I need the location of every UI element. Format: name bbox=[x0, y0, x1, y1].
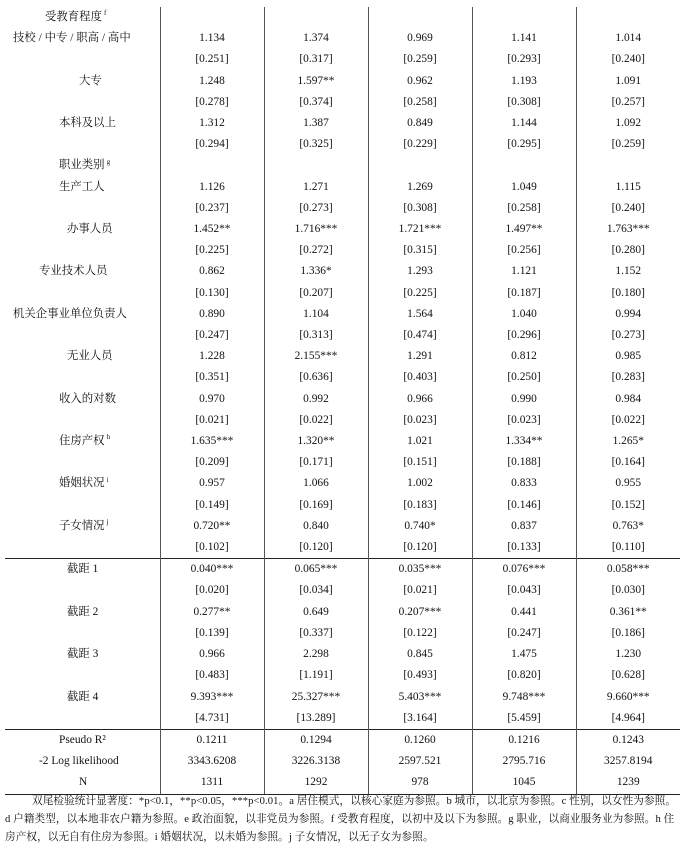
model-4-cell: [0.296] bbox=[472, 325, 576, 346]
model-5-cell: [0.257] bbox=[576, 92, 680, 113]
model-1-cell: 0.862 bbox=[160, 261, 264, 282]
model-4-cell: 1.475 bbox=[472, 644, 576, 665]
model-4-cell: 1.141 bbox=[472, 28, 576, 49]
row-label bbox=[5, 155, 160, 176]
model-2-cell: [0.317] bbox=[264, 49, 368, 70]
row-label-text: 截距 3 bbox=[67, 648, 99, 661]
model-1-cell: 1.134 bbox=[160, 28, 264, 49]
row-label bbox=[5, 346, 160, 367]
model-2-cell: [0.034] bbox=[264, 580, 368, 601]
row-label-text: 大专 bbox=[79, 74, 102, 87]
model-5-cell: [0.628] bbox=[576, 665, 680, 686]
model-1-cell: [0.278] bbox=[160, 92, 264, 113]
row-label bbox=[5, 219, 160, 240]
model-5-cell: 0.955 bbox=[576, 473, 680, 494]
model-2-cell: [0.337] bbox=[264, 623, 368, 644]
model-4-cell: 0.1216 bbox=[472, 729, 576, 751]
table-body bbox=[5, 7, 680, 794]
table-row bbox=[5, 537, 680, 559]
row-label bbox=[5, 7, 160, 28]
model-5-cell: 1.092 bbox=[576, 113, 680, 134]
row-label-text: 无业人员 bbox=[67, 350, 113, 363]
table-row bbox=[5, 644, 680, 665]
row-label bbox=[5, 623, 160, 644]
model-1-cell: 1311 bbox=[160, 772, 264, 794]
row-label bbox=[5, 687, 160, 708]
model-2-cell: 1.066 bbox=[264, 473, 368, 494]
table-row bbox=[5, 367, 680, 388]
model-3-cell: 0.966 bbox=[368, 389, 472, 410]
table-row bbox=[5, 113, 680, 134]
model-1-cell: [0.020] bbox=[160, 580, 264, 601]
model-3-cell: 5.403*** bbox=[368, 687, 472, 708]
table-row bbox=[5, 495, 680, 516]
model-1-cell: 0.1211 bbox=[160, 729, 264, 751]
model-4-cell: [0.256] bbox=[472, 240, 576, 261]
model-3-cell: 0.962 bbox=[368, 71, 472, 92]
model-2-cell: [0.636] bbox=[264, 367, 368, 388]
model-4-cell: 0.076*** bbox=[472, 559, 576, 581]
model-5-cell: 1.115 bbox=[576, 177, 680, 198]
model-4-cell: 0.812 bbox=[472, 346, 576, 367]
model-5-cell: [0.280] bbox=[576, 240, 680, 261]
model-1-cell: [0.102] bbox=[160, 537, 264, 559]
table-row bbox=[5, 623, 680, 644]
row-label bbox=[5, 113, 160, 134]
row-label-text: 受教育程度 bbox=[45, 11, 102, 23]
model-4-cell: 0.990 bbox=[472, 389, 576, 410]
table-row bbox=[5, 28, 680, 49]
model-1-cell: 0.720** bbox=[160, 516, 264, 537]
model-4-cell: [0.293] bbox=[472, 49, 576, 70]
row-label bbox=[5, 452, 160, 473]
table-row bbox=[5, 198, 680, 219]
model-3-cell: 0.849 bbox=[368, 113, 472, 134]
model-2-cell: 1.104 bbox=[264, 304, 368, 325]
model-1-cell: 0.277** bbox=[160, 602, 264, 623]
model-5-cell: 1.763*** bbox=[576, 219, 680, 240]
model-2-cell: 1292 bbox=[264, 772, 368, 794]
table-row bbox=[5, 219, 680, 240]
model-2-cell: [0.169] bbox=[264, 495, 368, 516]
model-5-cell: 9.660*** bbox=[576, 687, 680, 708]
model-5-cell: 1.265* bbox=[576, 431, 680, 452]
model-3-cell: 1.564 bbox=[368, 304, 472, 325]
model-4-cell: 1.334** bbox=[472, 431, 576, 452]
table-row bbox=[5, 452, 680, 473]
model-5-cell: 0.1243 bbox=[576, 729, 680, 751]
model-4-cell: [0.247] bbox=[472, 623, 576, 644]
model-1-cell: [0.021] bbox=[160, 410, 264, 431]
model-3-cell: 0.1260 bbox=[368, 729, 472, 751]
row-label-text: 收入的对数 bbox=[59, 392, 116, 405]
model-2-cell: 1.374 bbox=[264, 28, 368, 49]
row-label bbox=[5, 473, 160, 494]
model-3-cell: [0.225] bbox=[368, 283, 472, 304]
model-3-cell: [0.493] bbox=[368, 665, 472, 686]
model-2-cell: 0.065*** bbox=[264, 559, 368, 581]
model-2-cell: 0.649 bbox=[264, 602, 368, 623]
model-4-cell bbox=[472, 7, 576, 28]
model-1-cell: [0.294] bbox=[160, 134, 264, 155]
row-label-text: 截距 4 bbox=[67, 690, 99, 703]
model-3-cell: [0.229] bbox=[368, 134, 472, 155]
model-1-cell: [0.149] bbox=[160, 495, 264, 516]
model-5-cell: [0.030] bbox=[576, 580, 680, 601]
row-label bbox=[5, 325, 160, 346]
table-row bbox=[5, 410, 680, 431]
model-1-cell: [0.251] bbox=[160, 49, 264, 70]
table-row bbox=[5, 559, 680, 581]
model-5-cell: [0.110] bbox=[576, 537, 680, 559]
model-3-cell: 0.035*** bbox=[368, 559, 472, 581]
model-1-cell bbox=[160, 155, 264, 176]
table-row bbox=[5, 304, 680, 325]
model-5-cell: [0.259] bbox=[576, 134, 680, 155]
model-5-cell bbox=[576, 7, 680, 28]
model-5-cell: 1.014 bbox=[576, 28, 680, 49]
model-2-cell: 1.597** bbox=[264, 71, 368, 92]
model-2-cell: [0.022] bbox=[264, 410, 368, 431]
model-3-cell: [0.258] bbox=[368, 92, 472, 113]
table-row bbox=[5, 389, 680, 410]
row-label bbox=[5, 751, 160, 772]
model-5-cell: [0.186] bbox=[576, 623, 680, 644]
footnote-marker: j bbox=[106, 518, 109, 527]
model-2-cell: [13.289] bbox=[264, 708, 368, 730]
model-2-cell: 0.1294 bbox=[264, 729, 368, 751]
model-1-cell: 0.890 bbox=[160, 304, 264, 325]
model-4-cell: [0.188] bbox=[472, 452, 576, 473]
row-label bbox=[5, 389, 160, 410]
row-label-text: 技校 / 中专 / 职高 / 高中 bbox=[13, 32, 131, 45]
model-4-cell: [0.820] bbox=[472, 665, 576, 686]
row-label-text: 本科及以上 bbox=[59, 117, 116, 130]
table-row bbox=[5, 240, 680, 261]
model-1-cell: 1.312 bbox=[160, 113, 264, 134]
model-1-cell: 1.452** bbox=[160, 219, 264, 240]
model-2-cell: 3226.3138 bbox=[264, 751, 368, 772]
row-label-text: 婚姻状况 bbox=[59, 477, 105, 490]
model-4-cell: 0.833 bbox=[472, 473, 576, 494]
model-2-cell: 2.155*** bbox=[264, 346, 368, 367]
row-label bbox=[5, 602, 160, 623]
model-2-cell: 1.271 bbox=[264, 177, 368, 198]
table-row bbox=[5, 665, 680, 686]
model-3-cell: [0.474] bbox=[368, 325, 472, 346]
row-label bbox=[5, 304, 160, 325]
model-1-cell: [0.483] bbox=[160, 665, 264, 686]
model-5-cell: 0.984 bbox=[576, 389, 680, 410]
row-label bbox=[5, 49, 160, 70]
model-5-cell bbox=[576, 155, 680, 176]
table-row bbox=[5, 516, 680, 537]
model-4-cell: [5.459] bbox=[472, 708, 576, 730]
row-label-text: 职业类别 bbox=[59, 159, 105, 172]
model-2-cell: [1.191] bbox=[264, 665, 368, 686]
table-row bbox=[5, 177, 680, 198]
row-label bbox=[5, 28, 160, 49]
table-row bbox=[5, 134, 680, 155]
model-3-cell: 1.293 bbox=[368, 261, 472, 282]
row-label bbox=[5, 410, 160, 431]
model-2-cell: 0.992 bbox=[264, 389, 368, 410]
row-label-text: Pseudo R² bbox=[59, 733, 106, 746]
model-4-cell: 1.193 bbox=[472, 71, 576, 92]
model-4-cell: [0.308] bbox=[472, 92, 576, 113]
model-2-cell: 1.716*** bbox=[264, 219, 368, 240]
model-4-cell: 1.121 bbox=[472, 261, 576, 282]
model-3-cell: 1.291 bbox=[368, 346, 472, 367]
model-3-cell: [0.122] bbox=[368, 623, 472, 644]
table-row bbox=[5, 473, 680, 494]
model-4-cell: [0.023] bbox=[472, 410, 576, 431]
footnote-marker: i bbox=[106, 475, 109, 484]
model-4-cell: 1.049 bbox=[472, 177, 576, 198]
model-2-cell bbox=[264, 7, 368, 28]
row-label-text: 住房产权 bbox=[59, 435, 105, 448]
model-5-cell: 0.763* bbox=[576, 516, 680, 537]
table-row bbox=[5, 751, 680, 772]
model-4-cell bbox=[472, 155, 576, 176]
model-5-cell: 3257.8194 bbox=[576, 751, 680, 772]
row-label-text: 机关企事业单位负责人 bbox=[13, 307, 127, 320]
model-3-cell: [0.151] bbox=[368, 452, 472, 473]
model-3-cell bbox=[368, 155, 472, 176]
model-3-cell: 0.845 bbox=[368, 644, 472, 665]
model-2-cell: 0.840 bbox=[264, 516, 368, 537]
model-5-cell: [0.273] bbox=[576, 325, 680, 346]
row-label bbox=[5, 283, 160, 304]
table-row bbox=[5, 325, 680, 346]
model-1-cell: [0.209] bbox=[160, 452, 264, 473]
row-label bbox=[5, 92, 160, 113]
table-row bbox=[5, 261, 680, 282]
footnote-marker: h bbox=[106, 433, 111, 442]
table-row bbox=[5, 772, 680, 794]
model-3-cell: 978 bbox=[368, 772, 472, 794]
row-label-text: 专业技术人员 bbox=[39, 265, 108, 278]
table-row bbox=[5, 687, 680, 708]
model-2-cell: [0.273] bbox=[264, 198, 368, 219]
model-3-cell: 0.740* bbox=[368, 516, 472, 537]
model-1-cell: 1.248 bbox=[160, 71, 264, 92]
regression-table bbox=[5, 7, 680, 795]
model-2-cell: [0.171] bbox=[264, 452, 368, 473]
model-2-cell: 1.320** bbox=[264, 431, 368, 452]
model-2-cell: 25.327*** bbox=[264, 687, 368, 708]
model-3-cell: [0.259] bbox=[368, 49, 472, 70]
row-label bbox=[5, 772, 160, 794]
row-label bbox=[5, 367, 160, 388]
model-4-cell: [0.250] bbox=[472, 367, 576, 388]
model-2-cell: [0.120] bbox=[264, 537, 368, 559]
model-1-cell: [0.130] bbox=[160, 283, 264, 304]
row-label bbox=[5, 495, 160, 516]
model-5-cell: 1.152 bbox=[576, 261, 680, 282]
model-3-cell: [0.023] bbox=[368, 410, 472, 431]
model-5-cell: [4.964] bbox=[576, 708, 680, 730]
row-label bbox=[5, 537, 160, 559]
model-3-cell: [0.403] bbox=[368, 367, 472, 388]
model-2-cell: 2.298 bbox=[264, 644, 368, 665]
model-5-cell: [0.240] bbox=[576, 49, 680, 70]
row-label bbox=[5, 177, 160, 198]
model-3-cell: 1.002 bbox=[368, 473, 472, 494]
model-3-cell: 0.207*** bbox=[368, 602, 472, 623]
row-label bbox=[5, 71, 160, 92]
row-label bbox=[5, 729, 160, 751]
row-label bbox=[5, 198, 160, 219]
model-1-cell: 3343.6208 bbox=[160, 751, 264, 772]
model-1-cell: [0.351] bbox=[160, 367, 264, 388]
model-4-cell: 9.748*** bbox=[472, 687, 576, 708]
model-5-cell: 0.994 bbox=[576, 304, 680, 325]
model-1-cell: [0.225] bbox=[160, 240, 264, 261]
model-4-cell: [0.043] bbox=[472, 580, 576, 601]
model-4-cell: [0.146] bbox=[472, 495, 576, 516]
model-5-cell: 0.361** bbox=[576, 602, 680, 623]
table-row bbox=[5, 49, 680, 70]
model-1-cell: [0.247] bbox=[160, 325, 264, 346]
model-1-cell: 0.966 bbox=[160, 644, 264, 665]
model-2-cell: [0.207] bbox=[264, 283, 368, 304]
model-4-cell: 2795.716 bbox=[472, 751, 576, 772]
table-notes: 双尾检验统计显著度：*p<0.1，**p<0.05，***p<0.01。a 居住模式，以核心家庭为参照。b 城市，以北京为参照。c 性别，以女性为参照。d 户籍类型，以本地非农户籍为参照。e 政治面貌，以非党员为参照。f 受教育程度，以初中及以下为参照。g 职业，以商业服务业为参照。h 住房产权，以无自有住房为参照。i 婚姻状况，以未婚为参照。j 子女情况，以无子女为参照。 bbox=[5, 796, 677, 843]
model-5-cell: 1.091 bbox=[576, 71, 680, 92]
model-2-cell: 1.387 bbox=[264, 113, 368, 134]
model-4-cell: 1.497** bbox=[472, 219, 576, 240]
table-row bbox=[5, 602, 680, 623]
model-1-cell: [0.237] bbox=[160, 198, 264, 219]
row-label bbox=[5, 580, 160, 601]
model-4-cell: 1.040 bbox=[472, 304, 576, 325]
model-3-cell: 1.721*** bbox=[368, 219, 472, 240]
model-4-cell: [0.295] bbox=[472, 134, 576, 155]
table-row bbox=[5, 708, 680, 730]
model-1-cell: 0.970 bbox=[160, 389, 264, 410]
model-5-cell: 1239 bbox=[576, 772, 680, 794]
model-5-cell: 1.230 bbox=[576, 644, 680, 665]
model-4-cell: [0.133] bbox=[472, 537, 576, 559]
model-2-cell: [0.313] bbox=[264, 325, 368, 346]
row-label-text: 截距 1 bbox=[67, 563, 99, 576]
row-label bbox=[5, 665, 160, 686]
model-2-cell: [0.374] bbox=[264, 92, 368, 113]
footnote-marker: f bbox=[103, 9, 107, 18]
model-4-cell: 1.144 bbox=[472, 113, 576, 134]
row-label-text: 办事人员 bbox=[67, 223, 113, 236]
model-1-cell: 9.393*** bbox=[160, 687, 264, 708]
row-label-text: 生产工人 bbox=[59, 180, 105, 193]
row-label-text: N bbox=[79, 776, 88, 789]
model-3-cell: [0.315] bbox=[368, 240, 472, 261]
model-3-cell: 0.969 bbox=[368, 28, 472, 49]
table-row bbox=[5, 346, 680, 367]
model-3-cell: 2597.521 bbox=[368, 751, 472, 772]
row-label bbox=[5, 240, 160, 261]
model-4-cell: [0.187] bbox=[472, 283, 576, 304]
model-5-cell: [0.164] bbox=[576, 452, 680, 473]
model-2-cell: [0.325] bbox=[264, 134, 368, 155]
model-2-cell: [0.272] bbox=[264, 240, 368, 261]
model-4-cell: [0.258] bbox=[472, 198, 576, 219]
row-label bbox=[5, 644, 160, 665]
row-label bbox=[5, 516, 160, 537]
model-4-cell: 0.837 bbox=[472, 516, 576, 537]
model-3-cell: [0.021] bbox=[368, 580, 472, 601]
table-row bbox=[5, 7, 680, 28]
model-3-cell: [0.183] bbox=[368, 495, 472, 516]
model-3-cell: [0.120] bbox=[368, 537, 472, 559]
model-3-cell bbox=[368, 7, 472, 28]
row-label-text: -2 Log likelihood bbox=[39, 755, 119, 768]
model-5-cell: [0.152] bbox=[576, 495, 680, 516]
row-label bbox=[5, 559, 160, 581]
table-row bbox=[5, 283, 680, 304]
row-label bbox=[5, 431, 160, 452]
model-5-cell: [0.240] bbox=[576, 198, 680, 219]
row-label-text: 截距 2 bbox=[67, 605, 99, 618]
row-label bbox=[5, 708, 160, 730]
model-3-cell: [0.308] bbox=[368, 198, 472, 219]
table-row bbox=[5, 580, 680, 601]
table-row bbox=[5, 92, 680, 113]
model-3-cell: [3.164] bbox=[368, 708, 472, 730]
footnote-marker: g bbox=[106, 157, 111, 166]
row-label-text: 子女情况 bbox=[59, 519, 105, 532]
model-5-cell: [0.180] bbox=[576, 283, 680, 304]
model-1-cell bbox=[160, 7, 264, 28]
model-5-cell: 0.058*** bbox=[576, 559, 680, 581]
model-2-cell bbox=[264, 155, 368, 176]
model-5-cell: [0.283] bbox=[576, 367, 680, 388]
table-row bbox=[5, 431, 680, 452]
model-1-cell: 1.228 bbox=[160, 346, 264, 367]
table-row bbox=[5, 155, 680, 176]
model-3-cell: 1.021 bbox=[368, 431, 472, 452]
model-1-cell: 1.635*** bbox=[160, 431, 264, 452]
model-1-cell: 0.957 bbox=[160, 473, 264, 494]
model-4-cell: 1045 bbox=[472, 772, 576, 794]
model-3-cell: 1.269 bbox=[368, 177, 472, 198]
model-4-cell: 0.441 bbox=[472, 602, 576, 623]
table-row bbox=[5, 71, 680, 92]
model-1-cell: [0.139] bbox=[160, 623, 264, 644]
model-2-cell: 1.336* bbox=[264, 261, 368, 282]
row-label bbox=[5, 261, 160, 282]
model-1-cell: [4.731] bbox=[160, 708, 264, 730]
model-5-cell: [0.022] bbox=[576, 410, 680, 431]
model-5-cell: 0.985 bbox=[576, 346, 680, 367]
model-1-cell: 0.040*** bbox=[160, 559, 264, 581]
row-label bbox=[5, 134, 160, 155]
model-1-cell: 1.126 bbox=[160, 177, 264, 198]
table-row bbox=[5, 729, 680, 751]
